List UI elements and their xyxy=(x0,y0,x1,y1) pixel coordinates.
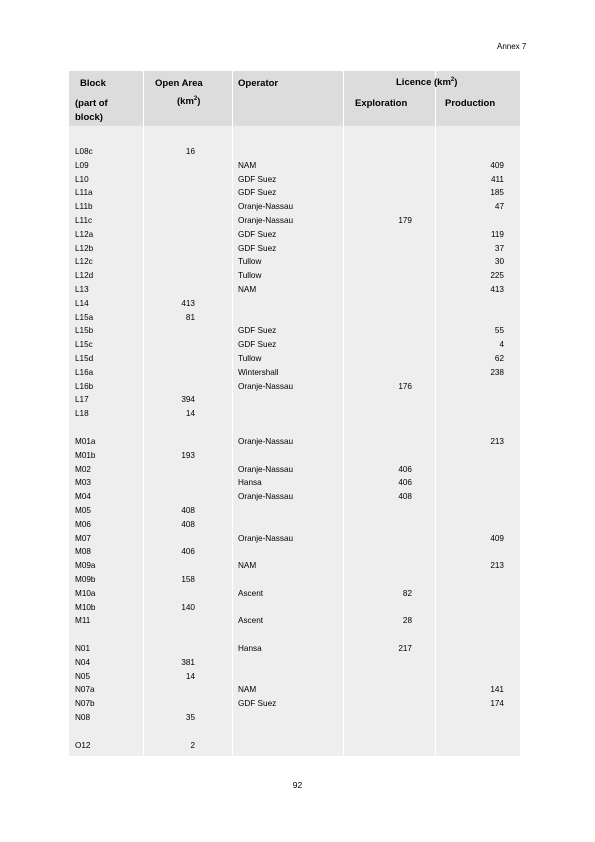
cell-operator: Hansa xyxy=(238,644,262,654)
cell-operator: GDF Suez xyxy=(238,243,277,253)
cell-operator: Oranje-Nassau xyxy=(238,533,294,543)
cell-operator: Ascent xyxy=(238,616,264,626)
table-row xyxy=(69,573,520,587)
cell-operator: GDF Suez xyxy=(238,699,277,709)
cell-operator: NAM xyxy=(238,160,257,170)
table-row xyxy=(69,228,520,242)
licence-table xyxy=(69,71,520,756)
cell-production: 413 xyxy=(490,284,504,294)
cell-exploration: 176 xyxy=(398,381,412,391)
cell-block: M06 xyxy=(75,519,91,529)
cell-operator: Tullow xyxy=(238,257,262,267)
cell-block: N07a xyxy=(75,685,95,695)
table-row-spacer xyxy=(69,421,520,435)
cell-open-area: 381 xyxy=(181,657,195,667)
cell-operator: Oranje-Nassau xyxy=(238,436,294,446)
cell-block: M08 xyxy=(75,547,91,557)
cell-exploration: 217 xyxy=(398,644,412,654)
header-open-area: Open Area xyxy=(155,78,203,89)
table-row xyxy=(69,476,520,490)
cell-block: M09b xyxy=(75,574,96,584)
cell-block: L12a xyxy=(75,229,94,239)
cell-operator: NAM xyxy=(238,284,257,294)
cell-block: L08c xyxy=(75,147,93,156)
cell-block: L15d xyxy=(75,353,94,363)
cell-production: 141 xyxy=(490,685,504,695)
table-row xyxy=(69,642,520,656)
cell-exploration: 408 xyxy=(398,492,412,502)
cell-open-area: 81 xyxy=(185,312,195,322)
cell-open-area: 14 xyxy=(185,409,195,419)
cell-block: M10a xyxy=(75,588,96,598)
cell-open-area: 408 xyxy=(181,519,195,529)
page-number: 92 xyxy=(292,780,303,790)
table-row xyxy=(69,352,520,366)
table-row xyxy=(69,670,520,684)
table-row xyxy=(69,518,520,532)
table-row xyxy=(69,324,520,338)
table-row xyxy=(69,504,520,518)
table-row xyxy=(69,242,520,256)
cell-open-area: 35 xyxy=(185,713,195,723)
cell-block: N01 xyxy=(75,644,91,654)
table-row xyxy=(69,490,520,504)
cell-block: L15c xyxy=(75,340,93,350)
table-row xyxy=(69,697,520,711)
table-row xyxy=(69,338,520,352)
cell-operator: Oranje-Nassau xyxy=(238,492,294,502)
cell-block: L14 xyxy=(75,298,89,308)
cell-operator: NAM xyxy=(238,685,257,695)
table-row xyxy=(69,214,520,228)
cell-production: 411 xyxy=(490,174,504,184)
table-row xyxy=(69,283,520,297)
cell-block: M05 xyxy=(75,505,91,515)
cell-block: L15a xyxy=(75,312,94,322)
cell-operator: GDF Suez xyxy=(238,174,277,184)
cell-production: 62 xyxy=(494,353,504,363)
cell-block: L10 xyxy=(75,174,89,184)
cell-operator: Oranje-Nassau xyxy=(238,202,294,212)
table-row xyxy=(69,463,520,477)
cell-block: M09a xyxy=(75,561,96,571)
cell-production: 4 xyxy=(499,340,504,350)
cell-open-area: 413 xyxy=(181,298,195,308)
cell-operator: Wintershall xyxy=(238,367,279,377)
cell-open-area: 193 xyxy=(181,450,195,460)
cell-block: M04 xyxy=(75,492,91,502)
cell-block: L17 xyxy=(75,395,89,405)
cell-block: M11 xyxy=(75,616,91,626)
cell-block: L12c xyxy=(75,257,93,267)
cell-operator: Hansa xyxy=(238,478,262,488)
table-row xyxy=(69,393,520,407)
cell-block: N08 xyxy=(75,713,91,723)
cell-production: 37 xyxy=(494,243,504,253)
table-row xyxy=(69,186,520,200)
table-row xyxy=(69,145,520,159)
cell-production: 47 xyxy=(494,202,504,212)
cell-exploration: 82 xyxy=(402,588,412,598)
cell-exploration: 179 xyxy=(398,215,412,225)
cell-open-area: 406 xyxy=(181,547,195,557)
table-row xyxy=(69,200,520,214)
cell-production: 409 xyxy=(490,533,504,543)
cell-operator: GDF Suez xyxy=(238,229,277,239)
table-row xyxy=(69,380,520,394)
cell-block: N05 xyxy=(75,671,91,681)
cell-block: L16a xyxy=(75,367,94,377)
cell-block: L11b xyxy=(75,202,93,212)
header-open-area-unit: $(km^2)$ xyxy=(177,96,201,108)
cell-open-area: 394 xyxy=(181,395,195,405)
table-row-spacer xyxy=(69,725,520,739)
cell-production: 55 xyxy=(494,326,504,336)
cell-production: 225 xyxy=(490,271,504,281)
cell-block: L11a xyxy=(75,188,93,198)
table-row xyxy=(69,269,520,283)
cell-block: M01a xyxy=(75,436,96,446)
cell-block: N04 xyxy=(75,657,91,667)
table-row xyxy=(69,711,520,725)
cell-block: M07 xyxy=(75,533,91,543)
cell-operator: Oranje-Nassau xyxy=(238,464,294,474)
cell-open-area: 2 xyxy=(190,740,195,750)
table-body xyxy=(69,145,520,753)
cell-open-area: 14 xyxy=(185,671,195,681)
cell-production: 30 xyxy=(494,257,504,267)
cell-production: 213 xyxy=(490,436,504,446)
cell-operator: GDF Suez xyxy=(238,188,277,198)
cell-block: M10b xyxy=(75,602,96,612)
cell-block: L16b xyxy=(75,381,94,391)
cell-exploration: 406 xyxy=(398,464,412,474)
table-row xyxy=(69,449,520,463)
table-row xyxy=(69,297,520,311)
cell-block: L11c xyxy=(75,215,93,225)
cell-operator: Ascent xyxy=(238,588,264,598)
cell-block: L18 xyxy=(75,409,89,419)
cell-block: M03 xyxy=(75,478,91,488)
table-row xyxy=(69,614,520,628)
cell-exploration: 28 xyxy=(402,616,412,626)
cell-production: 238 xyxy=(490,367,504,377)
cell-exploration: 406 xyxy=(398,478,412,488)
table-row xyxy=(69,587,520,601)
cell-operator: NAM xyxy=(238,561,257,571)
table-row xyxy=(69,532,520,546)
cell-production: 174 xyxy=(490,699,504,709)
cell-block: O12 xyxy=(75,740,91,750)
cell-block: L15b xyxy=(75,326,94,336)
cell-operator: GDF Suez xyxy=(238,326,277,336)
annex-label: Annex 7 xyxy=(497,42,527,51)
cell-open-area: 16 xyxy=(185,147,195,156)
table-row xyxy=(69,656,520,670)
cell-operator: GDF Suez xyxy=(238,340,277,350)
cell-block: M01b xyxy=(75,450,96,460)
cell-block: L12b xyxy=(75,243,94,253)
cell-production: 185 xyxy=(490,188,504,198)
cell-block: L09 xyxy=(75,160,89,170)
cell-block: N07b xyxy=(75,699,95,709)
table-row xyxy=(69,601,520,615)
cell-open-area: 408 xyxy=(181,505,195,515)
cell-open-area: 140 xyxy=(181,602,195,612)
cell-production: 409 xyxy=(490,160,504,170)
cell-block: L13 xyxy=(75,284,89,294)
table-row xyxy=(69,311,520,325)
table-row xyxy=(69,173,520,187)
cell-open-area: 158 xyxy=(181,574,195,584)
table-row xyxy=(69,545,520,559)
table-row xyxy=(69,366,520,380)
header-block-sub: (part of block) xyxy=(75,98,108,123)
cell-production: 213 xyxy=(490,561,504,571)
table-row-spacer xyxy=(69,628,520,642)
cell-block: L12d xyxy=(75,271,94,281)
header-block: Block xyxy=(80,78,106,89)
table-row xyxy=(69,739,520,753)
table-row xyxy=(69,559,520,573)
table-row xyxy=(69,159,520,173)
header-licence: Licence $(km^2)$ xyxy=(396,77,458,89)
table-row xyxy=(69,435,520,449)
table-row xyxy=(69,683,520,697)
cell-operator: Oranje-Nassau xyxy=(238,381,294,391)
header-production: Production xyxy=(445,98,496,109)
cell-block: M02 xyxy=(75,464,91,474)
cell-operator: Tullow xyxy=(238,271,262,281)
table-row xyxy=(69,407,520,421)
cell-production: 119 xyxy=(490,229,504,239)
cell-operator: Oranje-Nassau xyxy=(238,215,294,225)
header-exploration: Exploration xyxy=(355,98,408,109)
table-row xyxy=(69,255,520,269)
cell-operator: Tullow xyxy=(238,353,262,363)
header-operator: Operator xyxy=(238,78,279,89)
